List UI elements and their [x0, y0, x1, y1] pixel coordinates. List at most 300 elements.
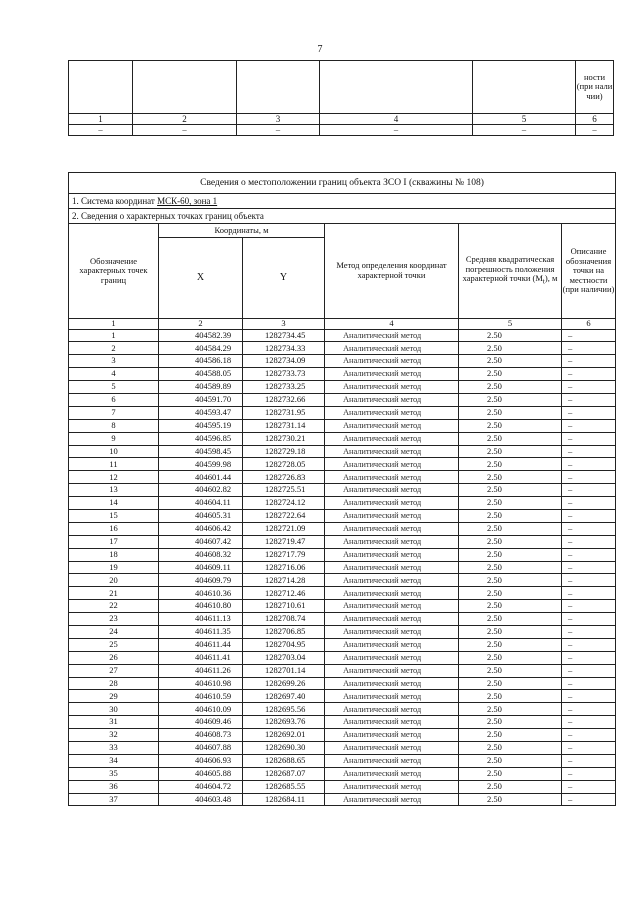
description-cell: – — [562, 419, 616, 432]
x-coordinate-cell: 404588.05 — [159, 368, 243, 381]
description-cell: – — [562, 548, 616, 561]
method-cell: Аналитический метод — [325, 613, 459, 626]
dash-cell: – — [69, 125, 133, 136]
boundary-points-table — [68, 172, 616, 806]
method-cell: Аналитический метод — [325, 535, 459, 548]
point-number-cell: 23 — [69, 613, 159, 626]
header-error — [459, 224, 562, 319]
y-coordinate-cell: 1282703.04 — [243, 651, 325, 664]
error-cell: 2.50 — [459, 381, 562, 394]
description-cell: – — [562, 703, 616, 716]
point-number-cell: 15 — [69, 509, 159, 522]
header-coords: Координаты, м — [159, 224, 325, 238]
description-cell: – — [562, 342, 616, 355]
y-coordinate-cell: 1282685.55 — [243, 780, 325, 793]
y-coordinate-cell: 1282687.07 — [243, 767, 325, 780]
y-coordinate-cell: 1282729.18 — [243, 445, 325, 458]
point-number-cell: 34 — [69, 754, 159, 767]
point-number-cell: 25 — [69, 638, 159, 651]
dash-cell: – — [237, 125, 320, 136]
column-number: 1 — [69, 114, 133, 125]
method-cell: Аналитический метод — [325, 574, 459, 587]
x-coordinate-cell: 404584.29 — [159, 342, 243, 355]
column-number: 2 — [133, 114, 237, 125]
y-coordinate-cell: 1282734.09 — [243, 355, 325, 368]
error-cell: 2.50 — [459, 548, 562, 561]
description-cell: – — [562, 329, 616, 342]
error-cell: 2.50 — [459, 445, 562, 458]
point-number-cell: 37 — [69, 793, 159, 806]
y-coordinate-cell: 1282695.56 — [243, 703, 325, 716]
point-number-cell: 26 — [69, 651, 159, 664]
method-cell: Аналитический метод — [325, 432, 459, 445]
table-row — [69, 587, 616, 600]
error-cell: 2.50 — [459, 484, 562, 497]
point-number-cell: 35 — [69, 767, 159, 780]
y-coordinate-cell: 1282721.09 — [243, 522, 325, 535]
y-coordinate-cell: 1282704.95 — [243, 638, 325, 651]
y-coordinate-cell: 1282714.28 — [243, 574, 325, 587]
point-number-cell: 19 — [69, 561, 159, 574]
error-cell: 2.50 — [459, 329, 562, 342]
error-cell: 2.50 — [459, 703, 562, 716]
table-row — [69, 484, 616, 497]
x-coordinate-cell: 404610.80 — [159, 600, 243, 613]
error-cell: 2.50 — [459, 638, 562, 651]
y-coordinate-cell: 1282725.51 — [243, 484, 325, 497]
x-coordinate-cell: 404609.11 — [159, 561, 243, 574]
header-x: X — [159, 238, 243, 319]
error-cell: 2.50 — [459, 677, 562, 690]
method-cell: Аналитический метод — [325, 664, 459, 677]
point-number-cell: 2 — [69, 342, 159, 355]
description-cell: – — [562, 432, 616, 445]
header-error-subscript: t — [542, 277, 545, 286]
x-coordinate-cell: 404610.98 — [159, 677, 243, 690]
point-number-cell: 31 — [69, 716, 159, 729]
description-cell: – — [562, 471, 616, 484]
method-cell: Аналитический метод — [325, 561, 459, 574]
table-row — [69, 600, 616, 613]
error-cell: 2.50 — [459, 729, 562, 742]
description-cell: – — [562, 574, 616, 587]
description-cell: – — [562, 651, 616, 664]
error-cell: 2.50 — [459, 742, 562, 755]
description-cell: – — [562, 793, 616, 806]
x-coordinate-cell: 404611.41 — [159, 651, 243, 664]
error-cell: 2.50 — [459, 419, 562, 432]
error-cell: 2.50 — [459, 368, 562, 381]
error-cell: 2.50 — [459, 651, 562, 664]
column-number: 6 — [576, 114, 614, 125]
table-row — [69, 793, 616, 806]
description-cell: – — [562, 677, 616, 690]
column-number: 5 — [459, 319, 562, 330]
x-coordinate-cell: 404608.73 — [159, 729, 243, 742]
method-cell: Аналитический метод — [325, 729, 459, 742]
x-coordinate-cell: 404601.44 — [159, 471, 243, 484]
table-row — [69, 522, 616, 535]
points-section-title: 2. Сведения о характерных точках границ объекта — [69, 209, 616, 224]
point-number-cell: 21 — [69, 587, 159, 600]
blank-cell — [473, 61, 576, 114]
method-cell: Аналитический метод — [325, 638, 459, 651]
table-row — [69, 548, 616, 561]
y-coordinate-cell: 1282722.64 — [243, 509, 325, 522]
dash-cell: – — [320, 125, 473, 136]
y-coordinate-cell: 1282697.40 — [243, 690, 325, 703]
header-method: Метод определения координат характерной точки — [325, 224, 459, 319]
description-cell: – — [562, 587, 616, 600]
coordinate-system — [69, 194, 616, 209]
x-coordinate-cell: 404610.09 — [159, 703, 243, 716]
point-number-cell: 3 — [69, 355, 159, 368]
y-coordinate-cell: 1282712.46 — [243, 587, 325, 600]
point-number-cell: 27 — [69, 664, 159, 677]
x-coordinate-cell: 404610.36 — [159, 587, 243, 600]
point-number-cell: 36 — [69, 780, 159, 793]
point-number-cell: 8 — [69, 419, 159, 432]
table-row — [69, 419, 616, 432]
dash-cell: – — [473, 125, 576, 136]
y-coordinate-cell: 1282733.73 — [243, 368, 325, 381]
table-row — [69, 458, 616, 471]
error-cell: 2.50 — [459, 626, 562, 639]
table-row — [69, 690, 616, 703]
method-cell: Аналитический метод — [325, 767, 459, 780]
error-cell: 2.50 — [459, 780, 562, 793]
dash-cell: – — [576, 125, 614, 136]
x-coordinate-cell: 404591.70 — [159, 393, 243, 406]
table-row — [69, 613, 616, 626]
y-coordinate-cell: 1282693.76 — [243, 716, 325, 729]
table-row — [69, 729, 616, 742]
method-cell: Аналитический метод — [325, 793, 459, 806]
x-coordinate-cell: 404607.42 — [159, 535, 243, 548]
coordinate-system-label: 1. Система координат — [72, 195, 158, 206]
table-row — [69, 368, 616, 381]
x-coordinate-cell: 404607.88 — [159, 742, 243, 755]
table-row — [69, 626, 616, 639]
point-number-cell: 18 — [69, 548, 159, 561]
header-row-1 — [69, 224, 616, 238]
description-cell: – — [562, 522, 616, 535]
error-cell: 2.50 — [459, 690, 562, 703]
method-cell: Аналитический метод — [325, 626, 459, 639]
method-cell: Аналитический метод — [325, 406, 459, 419]
y-coordinate-cell: 1282730.21 — [243, 432, 325, 445]
x-coordinate-cell: 404586.18 — [159, 355, 243, 368]
description-cell: – — [562, 626, 616, 639]
y-coordinate-cell: 1282724.12 — [243, 497, 325, 510]
method-cell: Аналитический метод — [325, 445, 459, 458]
error-cell: 2.50 — [459, 355, 562, 368]
point-number-cell: 12 — [69, 471, 159, 484]
error-cell: 2.50 — [459, 497, 562, 510]
description-cell: – — [562, 767, 616, 780]
x-coordinate-cell: 404589.89 — [159, 381, 243, 394]
table-row — [69, 651, 616, 664]
description-cell: – — [562, 716, 616, 729]
description-header-tail: ности (при нали чии) — [576, 61, 614, 114]
x-coordinate-cell: 404604.11 — [159, 497, 243, 510]
x-coordinate-cell: 404610.59 — [159, 690, 243, 703]
method-cell: Аналитический метод — [325, 780, 459, 793]
table-row — [69, 574, 616, 587]
method-cell: Аналитический метод — [325, 329, 459, 342]
column-number: 4 — [320, 114, 473, 125]
method-cell: Аналитический метод — [325, 548, 459, 561]
point-number-cell: 5 — [69, 381, 159, 394]
x-coordinate-cell: 404595.19 — [159, 419, 243, 432]
description-cell: – — [562, 664, 616, 677]
x-coordinate-cell: 404605.31 — [159, 509, 243, 522]
page-number: 7 — [317, 44, 323, 55]
column-number-row — [69, 114, 614, 125]
method-cell: Аналитический метод — [325, 419, 459, 432]
method-cell: Аналитический метод — [325, 754, 459, 767]
y-coordinate-cell: 1282728.05 — [243, 458, 325, 471]
description-cell: – — [562, 458, 616, 471]
table-row — [69, 329, 616, 342]
x-coordinate-cell: 404611.44 — [159, 638, 243, 651]
description-cell: – — [562, 393, 616, 406]
error-cell: 2.50 — [459, 535, 562, 548]
table-row — [69, 535, 616, 548]
point-number-cell: 11 — [69, 458, 159, 471]
y-coordinate-cell: 1282731.14 — [243, 419, 325, 432]
point-number-cell: 6 — [69, 393, 159, 406]
table-title-row — [69, 173, 616, 194]
description-cell: – — [562, 690, 616, 703]
method-cell: Аналитический метод — [325, 471, 459, 484]
y-coordinate-cell: 1282716.06 — [243, 561, 325, 574]
point-number-cell: 33 — [69, 742, 159, 755]
error-cell: 2.50 — [459, 509, 562, 522]
error-cell: 2.50 — [459, 393, 562, 406]
point-number-cell: 1 — [69, 329, 159, 342]
table-title: Сведения о местоположении границ объекта ЗСО I (скважины № 108) — [69, 173, 616, 194]
description-cell: – — [562, 535, 616, 548]
error-cell: 2.50 — [459, 471, 562, 484]
table-row — [69, 342, 616, 355]
description-cell: – — [562, 406, 616, 419]
method-cell: Аналитический метод — [325, 458, 459, 471]
column-number: 3 — [237, 114, 320, 125]
table-row — [69, 716, 616, 729]
point-number-cell: 17 — [69, 535, 159, 548]
column-number: 5 — [473, 114, 576, 125]
error-cell: 2.50 — [459, 342, 562, 355]
method-cell: Аналитический метод — [325, 497, 459, 510]
y-coordinate-cell: 1282726.83 — [243, 471, 325, 484]
dash-cell: – — [133, 125, 237, 136]
dash-row — [69, 125, 614, 136]
description-cell: – — [562, 780, 616, 793]
description-cell: – — [562, 368, 616, 381]
blank-cell — [133, 61, 237, 114]
x-coordinate-cell: 404596.85 — [159, 432, 243, 445]
x-coordinate-cell: 404582.39 — [159, 329, 243, 342]
column-number: 6 — [562, 319, 616, 330]
point-number-cell: 16 — [69, 522, 159, 535]
error-cell: 2.50 — [459, 664, 562, 677]
x-coordinate-cell: 404605.88 — [159, 767, 243, 780]
method-cell: Аналитический метод — [325, 342, 459, 355]
table-row — [69, 767, 616, 780]
x-coordinate-cell: 404603.48 — [159, 793, 243, 806]
point-number-cell: 32 — [69, 729, 159, 742]
description-cell: – — [562, 381, 616, 394]
coordinate-system-row — [69, 194, 616, 209]
table-row — [69, 664, 616, 677]
method-cell: Аналитический метод — [325, 355, 459, 368]
y-coordinate-cell: 1282734.45 — [243, 329, 325, 342]
x-coordinate-cell: 404602.82 — [159, 484, 243, 497]
error-cell: 2.50 — [459, 406, 562, 419]
header-description: Описание обозначения точки на местности (при наличии) — [562, 224, 616, 319]
description-cell: – — [562, 445, 616, 458]
table-row — [69, 780, 616, 793]
method-cell: Аналитический метод — [325, 600, 459, 613]
description-cell: – — [562, 600, 616, 613]
method-cell: Аналитический метод — [325, 587, 459, 600]
blank-cell — [237, 61, 320, 114]
table-row — [69, 432, 616, 445]
y-coordinate-cell: 1282690.30 — [243, 742, 325, 755]
description-cell: – — [562, 638, 616, 651]
column-number: 2 — [159, 319, 243, 330]
x-coordinate-cell: 404609.46 — [159, 716, 243, 729]
table-row — [69, 677, 616, 690]
y-coordinate-cell: 1282688.65 — [243, 754, 325, 767]
table-row — [69, 497, 616, 510]
point-number-cell: 4 — [69, 368, 159, 381]
column-number: 4 — [325, 319, 459, 330]
x-coordinate-cell: 404593.47 — [159, 406, 243, 419]
table-row — [69, 703, 616, 716]
description-cell: – — [562, 742, 616, 755]
point-number-cell: 22 — [69, 600, 159, 613]
method-cell: Аналитический метод — [325, 368, 459, 381]
point-number-cell: 24 — [69, 626, 159, 639]
table-row — [69, 471, 616, 484]
method-cell: Аналитический метод — [325, 742, 459, 755]
y-coordinate-cell: 1282733.25 — [243, 381, 325, 394]
error-cell: 2.50 — [459, 767, 562, 780]
method-cell: Аналитический метод — [325, 381, 459, 394]
x-coordinate-cell: 404606.42 — [159, 522, 243, 535]
table-row — [69, 638, 616, 651]
error-cell: 2.50 — [459, 716, 562, 729]
blank-cell — [69, 61, 133, 114]
x-coordinate-cell: 404608.32 — [159, 548, 243, 561]
blank-cell — [320, 61, 473, 114]
method-cell: Аналитический метод — [325, 484, 459, 497]
description-cell: – — [562, 509, 616, 522]
table-row — [69, 406, 616, 419]
point-number-cell: 10 — [69, 445, 159, 458]
y-coordinate-cell: 1282699.26 — [243, 677, 325, 690]
error-cell: 2.50 — [459, 754, 562, 767]
table-row — [69, 393, 616, 406]
points-section-row — [69, 209, 616, 224]
error-cell: 2.50 — [459, 793, 562, 806]
header-error-text: Средняя квадратическая погрешность положения характерной точки (M — [462, 254, 555, 284]
table-row — [69, 381, 616, 394]
method-cell: Аналитический метод — [325, 690, 459, 703]
y-coordinate-cell: 1282731.95 — [243, 406, 325, 419]
point-number-cell: 29 — [69, 690, 159, 703]
x-coordinate-cell: 404604.72 — [159, 780, 243, 793]
method-cell: Аналитический метод — [325, 677, 459, 690]
description-cell: – — [562, 729, 616, 742]
coordinate-system-value: МСК-60, зона 1 — [157, 195, 218, 206]
x-coordinate-cell: 404611.13 — [159, 613, 243, 626]
error-cell: 2.50 — [459, 458, 562, 471]
description-cell: – — [562, 484, 616, 497]
x-coordinate-cell: 404609.79 — [159, 574, 243, 587]
y-coordinate-cell: 1282732.66 — [243, 393, 325, 406]
header-error-unit: ), м — [544, 273, 558, 284]
y-coordinate-cell: 1282684.11 — [243, 793, 325, 806]
description-cell: – — [562, 561, 616, 574]
point-number-cell: 30 — [69, 703, 159, 716]
y-coordinate-cell: 1282708.74 — [243, 613, 325, 626]
table-row — [69, 561, 616, 574]
y-coordinate-cell: 1282710.61 — [243, 600, 325, 613]
x-coordinate-cell: 404606.93 — [159, 754, 243, 767]
point-number-cell: 9 — [69, 432, 159, 445]
description-cell: – — [562, 497, 616, 510]
header-point: Обозначение характерных точек границ — [69, 224, 159, 319]
continuation-table — [68, 60, 614, 136]
method-cell: Аналитический метод — [325, 716, 459, 729]
error-cell: 2.50 — [459, 574, 562, 587]
column-number: 1 — [69, 319, 159, 330]
point-number-cell: 7 — [69, 406, 159, 419]
error-cell: 2.50 — [459, 561, 562, 574]
x-coordinate-cell: 404611.35 — [159, 626, 243, 639]
table-row — [69, 742, 616, 755]
table-row — [69, 754, 616, 767]
table-row — [69, 509, 616, 522]
error-cell: 2.50 — [459, 613, 562, 626]
method-cell: Аналитический метод — [325, 522, 459, 535]
y-coordinate-cell: 1282706.85 — [243, 626, 325, 639]
method-cell: Аналитический метод — [325, 703, 459, 716]
error-cell: 2.50 — [459, 587, 562, 600]
error-cell: 2.50 — [459, 432, 562, 445]
column-number: 3 — [243, 319, 325, 330]
description-cell: – — [562, 355, 616, 368]
error-cell: 2.50 — [459, 600, 562, 613]
method-cell: Аналитический метод — [325, 509, 459, 522]
y-coordinate-cell: 1282701.14 — [243, 664, 325, 677]
point-number-cell: 28 — [69, 677, 159, 690]
method-cell: Аналитический метод — [325, 651, 459, 664]
description-cell: – — [562, 613, 616, 626]
point-number-cell: 13 — [69, 484, 159, 497]
x-coordinate-cell: 404599.98 — [159, 458, 243, 471]
y-coordinate-cell: 1282734.33 — [243, 342, 325, 355]
method-cell: Аналитический метод — [325, 393, 459, 406]
header-y: Y — [243, 238, 325, 319]
table-row — [69, 61, 614, 114]
y-coordinate-cell: 1282719.47 — [243, 535, 325, 548]
table-row — [69, 445, 616, 458]
table-row — [69, 355, 616, 368]
